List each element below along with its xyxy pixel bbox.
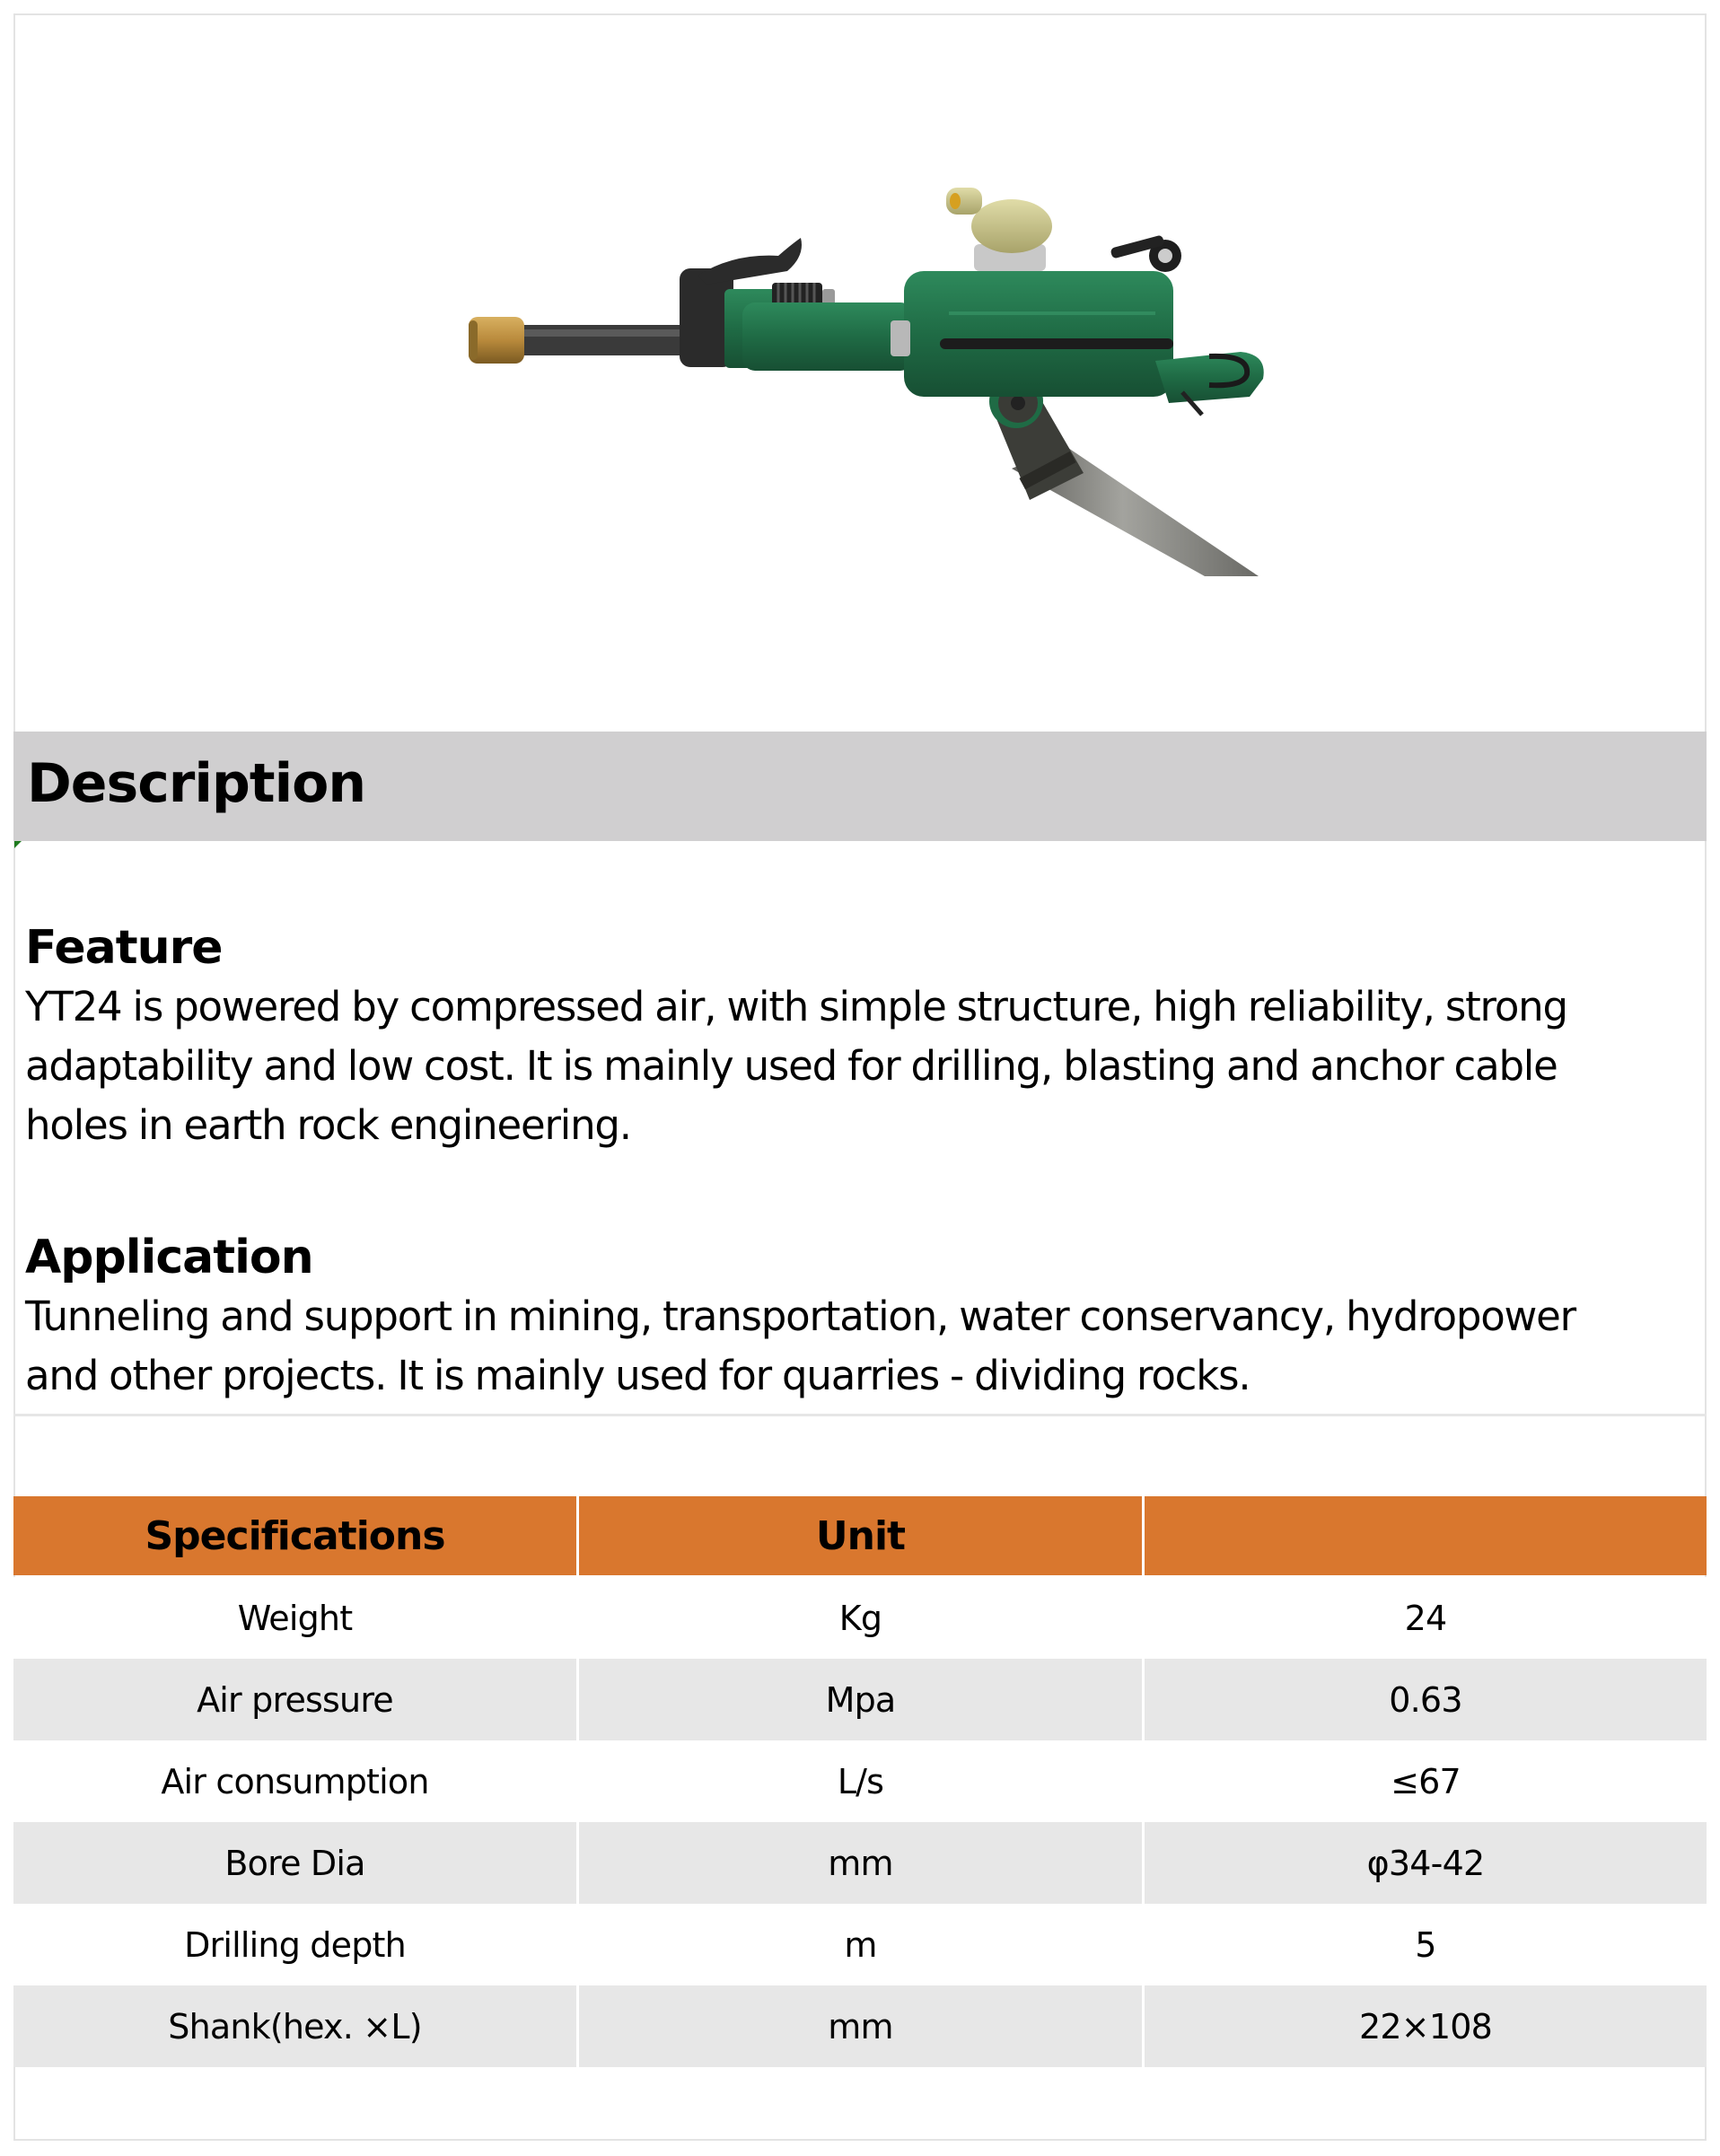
feature-section bbox=[25, 918, 1700, 1155]
application-line: and other projects. It is mainly used for quarries - dividing rocks. bbox=[25, 1352, 1251, 1399]
feature-heading: Feature bbox=[25, 921, 223, 975]
spec-unit: Kg bbox=[579, 1577, 1142, 1659]
spec-unit: mm bbox=[579, 1985, 1142, 2067]
table-row bbox=[13, 1985, 1707, 2067]
spec-value: 24 bbox=[1145, 1577, 1707, 1659]
header-value bbox=[1145, 1496, 1707, 1575]
feature-line: adaptability and low cost. It is mainly used for drilling, blasting and anchor cable bbox=[25, 1042, 1558, 1090]
application-line: Tunneling and support in mining, transportation, water conservancy, hydropower bbox=[25, 1293, 1575, 1340]
spec-value: ≤67 bbox=[1145, 1740, 1707, 1822]
spec-table bbox=[13, 1496, 1707, 2067]
description-title: Description bbox=[27, 752, 366, 815]
spec-table-header bbox=[13, 1496, 1707, 1575]
table-row bbox=[13, 1659, 1707, 1740]
spec-name: Drilling depth bbox=[13, 1904, 576, 1985]
spec-unit: mm bbox=[579, 1822, 1142, 1904]
air-inlet-cap bbox=[946, 188, 1052, 271]
spec-name: Weight bbox=[13, 1577, 576, 1659]
corner-marker-icon bbox=[14, 841, 22, 848]
spec-unit: Mpa bbox=[579, 1659, 1142, 1740]
spec-value: φ34-42 bbox=[1145, 1822, 1707, 1904]
product-image bbox=[15, 15, 1705, 732]
table-row bbox=[13, 1904, 1707, 1985]
spec-name: Bore Dia bbox=[13, 1822, 576, 1904]
header-specifications: Specifications bbox=[13, 1496, 576, 1575]
brass-bit bbox=[469, 317, 524, 364]
table-row bbox=[13, 1740, 1707, 1822]
table-row bbox=[13, 1577, 1707, 1659]
feature-line: YT24 is powered by compressed air, with simple structure, high reliability, strong bbox=[25, 983, 1567, 1030]
spec-value: 0.63 bbox=[1145, 1659, 1707, 1740]
spec-unit: m bbox=[579, 1904, 1142, 1985]
application-section bbox=[25, 1228, 1700, 1406]
spec-unit: L/s bbox=[579, 1740, 1142, 1822]
spec-name: Shank(hex. ×L) bbox=[13, 1985, 576, 2067]
section-divider bbox=[13, 1414, 1707, 1416]
spec-value: 22×108 bbox=[1145, 1985, 1707, 2067]
spec-value: 5 bbox=[1145, 1904, 1707, 1985]
feature-line: holes in earth rock engineering. bbox=[25, 1101, 631, 1149]
spec-name: Air pressure bbox=[13, 1659, 576, 1740]
spec-name: Air consumption bbox=[13, 1740, 576, 1822]
application-heading: Application bbox=[25, 1231, 313, 1284]
description-bar bbox=[13, 732, 1707, 841]
table-row bbox=[13, 1822, 1707, 1904]
header-unit: Unit bbox=[579, 1496, 1142, 1575]
rock-drill-illustration bbox=[15, 15, 1705, 732]
